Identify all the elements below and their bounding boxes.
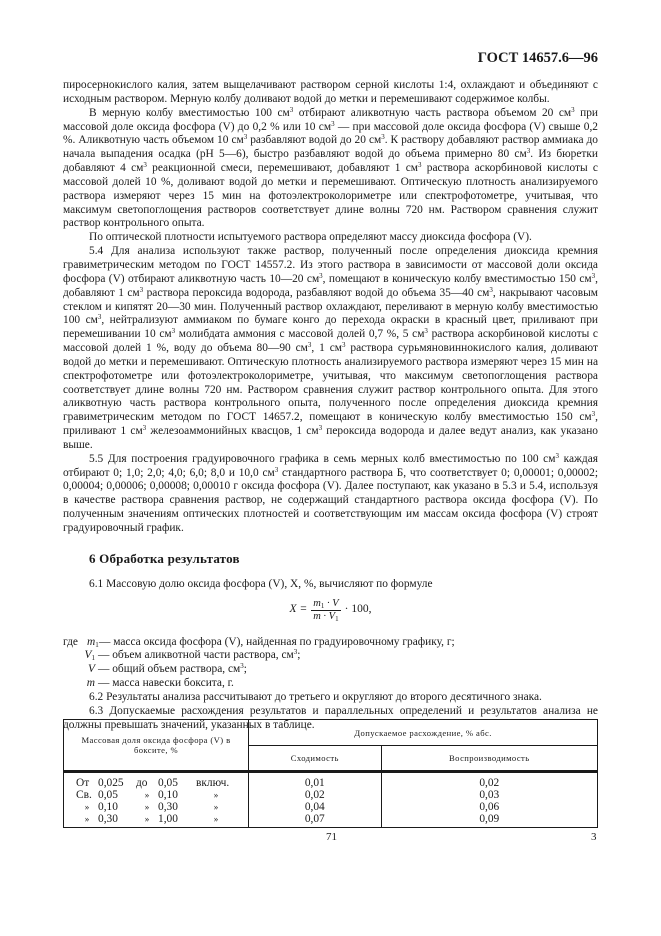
column-header-reproducibility: Воспроизводимость — [381, 746, 597, 772]
variable-definitions — [63, 636, 598, 691]
tolerance-table — [63, 719, 598, 828]
document-body — [63, 79, 598, 732]
table-row: Св. 0,05 » 0,10 » 0,02 0,03 — [64, 789, 598, 801]
paragraph-6-2: 6.2 Результаты анализа рассчитывают до третьего и округляют до второго десятичного знака. — [89, 690, 542, 703]
paragraph-continuation: пиросернокислого калия, затем выщелачивают раствором серной кислоты 1:4, охлаждают и объединяют с исходным раствором. Мерную колбу доливают водой до метки и перемешивают содержимое колбы. — [63, 79, 598, 105]
paragraph-5-4: 5.4 Для анализа используют также раствор, полученный после определения диоксида кремния гравиметрическим методом по ГОСТ 14557.2. Из этого раствора в зависимости от массовой доли оксида фосфора (V) отбирают аликвотную часть 10—20 $см^3$, помещают в коническую колбу вместимостью 150 $см^3$, добавляют 1 $см^3$ раствора пероксида водорода, разбавляют водой до объема 35—40 $см^3$, накрывают часовым стеклом и кипятят 20—30 мин. Полученный раствор охлаждают, переливают в мерную колбу вместимостью 100 $см^3$, нейтрализуют аммиаком по бумаге конго до перехода окраски в красный цвет, приливают при перемешивании 10 $см^3$ молибдата аммония с массовой долей 0,7 %, 5 $см^3$ раствора аскорбиновой кислоты с массовой долей 1 %, воду до объема 80—90 $см^3$, 1 $см^3$ раствора сурьмяновиннокислого калия, доливают водой до метки и перемешивают. Оптическую плотность анализируемого раствора измеряют через 15 мин на спектрофотометре или фотоэлектроколориметре, учитывая, что максимум светопоглощения раствора соответствует длине волны 720 нм. Раствором сравнения служит раствор контрольного опыта. Для этого аликвотную часть раствора контрольного опыта, полученного после определения диоксида кремния гравиметрическим методом по ГОСТ 14657.2, помещают в коническую колбу вместимостью 150 $см^3$, приливают 1 $см^3$ железоаммонийных квасцов, 1 $см^3$ пероксида водорода и далее ведут анализ, как указано выше. — [63, 245, 598, 451]
column-group-header: Допускаемое расхождение, % абс. — [249, 720, 598, 746]
paragraph-optical-density: По оптической плотности испытуемого раствора определяют массу диоксида фосфора (V). — [89, 231, 532, 244]
definition-v1: $V_1$ — объем аликвотной части раствора, $см^3$; — [84, 648, 301, 663]
paragraph-5-5: 5.5 Для построения градуировочного графика в семь мерных колб вместимостью по 100 $см^3$ каждая отбирают 0; 1,0; 2,0; 4,0; 6,0; 8,0 и 10,0 $см^3$ стандартного раствора Б, что соответствует 0; 0,00001; 0,00002; 0,00004; 0,00006; 0,00008; 0,00010 г оксида фосфора (V). Далее поступают, как указано в 5.3 и 5.4, используя в качестве раствора сравнения раствор, не содержащий стандартного раствора оксида фосфора (V). По полученным значениям оптических плотностей и соответствующим им массам оксида фосфора (V) строят градуировочный график. — [63, 451, 598, 534]
column-header-mass-fraction: Массовая доля оксида фосфора (V) в боксите, % — [64, 720, 249, 772]
document-code: ГОСТ 14657.6—96 — [477, 50, 598, 66]
section-heading: 6 Обработка результатов — [89, 550, 240, 566]
page-number-center: 71 — [326, 831, 337, 843]
paragraph-aliquot: В мерную колбу вместимостью 100 $см^3$ отбирают аликвотную часть раствора объемом 20 $см^3$ при массовой доле оксида фосфора (V) до 0,2 % или 10 $см^3$ — при массовой доле оксида фосфора (V) свыше 0,2 %. Аликвотную часть объемом 10 $см^3$ разбавляют водой до 20 $см^3$. К раствору добавляют раствор аммиака до начала выпадения осадка (рН 5—6), быстро разбавляют водой до объема примерно 80 $см^3$. Из бюретки добавляют 4 $см^3$ реакционной смеси, перемешивают, добавляют 1 $см^3$ раствора аскорбиновой кислоты с массовой долей 10 %, доливают водой до метки и перемешивают. Оптическую плотность анализируемого раствора измеряют через 15 мин на фотоэлектроколориметре или спектрофотометре, учитывая, что максимум светопоглощения растворов соответствует длине волны 720 нм. Раствором сравнения служит раствор контрольного опыта. — [63, 105, 599, 230]
column-header-convergence: Сходимость — [249, 746, 382, 772]
paragraph-6-3: 6.3 Допускаемые расхождения результатов и параллельных определений и результатов анализа не должны превышать значений, указанных в таблице. — [63, 704, 598, 731]
formula-fraction: $\frac{m_1 \cdot V}{m \cdot V_1}$ — [313, 597, 339, 623]
definition-m1: где $m_1$ — масса оксида фосфора (V), найденная по градуировочному графику, г; — [63, 635, 455, 649]
formula: X = $\frac{m_1 \cdot V}{m \cdot V_1}$ · 100, — [289, 597, 372, 623]
page-number-right: 3 — [591, 831, 597, 843]
definition-v: V — общий объем раствора, $см^3$; — [88, 662, 247, 676]
table-row: » 0,10 » 0,30 » 0,04 0,06 — [64, 801, 598, 813]
definition-m: m — масса навески боксита, г. — [86, 677, 234, 690]
table-row: » 0,30 » 1,00 » 0,07 0,09 — [64, 813, 598, 828]
paragraph-6-1: 6.1 Массовую долю оксида фосфора (V), X, %, вычисляют по формуле — [89, 577, 433, 590]
table-row: От 0,025 до 0,05 включ. 0,01 0,02 — [64, 772, 598, 790]
